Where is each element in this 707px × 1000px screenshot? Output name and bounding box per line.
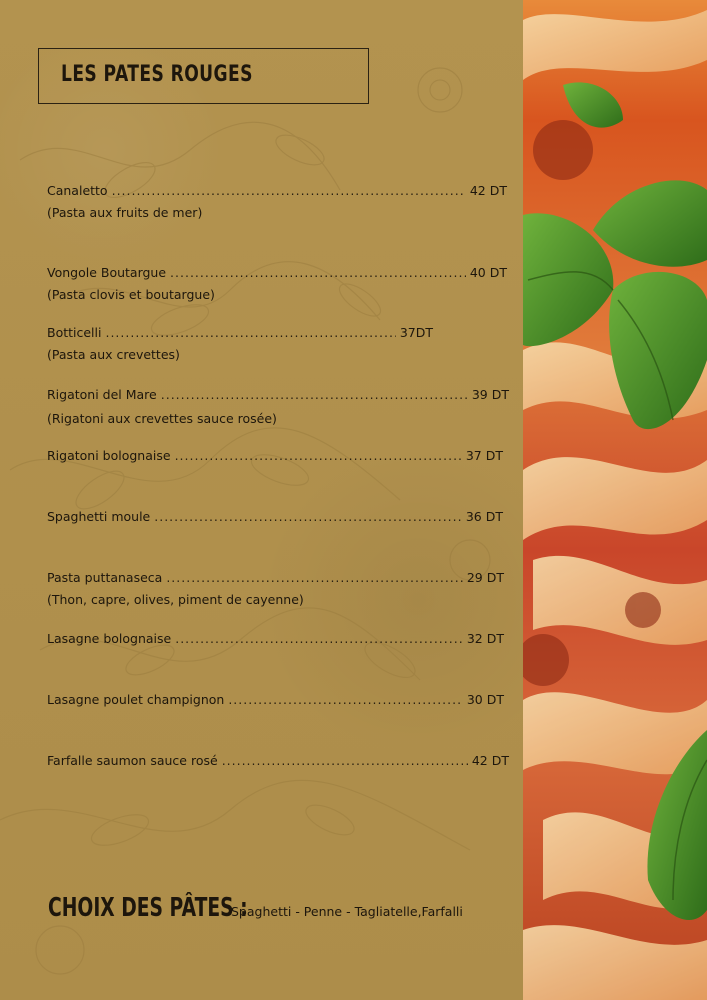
menu-item-canaletto <box>47 183 507 220</box>
menu-item-name: Lasagne bolognaise <box>47 631 172 646</box>
menu-item-price: 40 DT <box>469 265 507 280</box>
pasta-photo <box>523 0 707 1000</box>
menu-item-botticelli <box>47 325 433 362</box>
menu-item-farfalle-saumon <box>47 753 509 768</box>
menu-item-description: (Rigatoni aux crevettes sauce rosée) <box>47 411 277 426</box>
menu-item-description: (Thon, capre, olives, piment de cayenne) <box>47 592 304 607</box>
menu-item-price: 32 DT <box>466 631 504 646</box>
menu-item-spaghetti-moule <box>47 509 503 524</box>
dot-leader <box>161 387 468 402</box>
menu-item-vongole-boutargue <box>47 265 507 302</box>
menu-item-name: Farfalle saumon sauce rosé <box>47 753 218 768</box>
dot-leader <box>175 448 462 463</box>
section-title-frame <box>38 48 369 104</box>
menu-item-name: Rigatoni bolognaise <box>47 448 171 463</box>
menu-item-price: 42 DT <box>469 183 507 198</box>
section-title: LES PATES ROUGES <box>61 62 253 87</box>
menu-item-name: Spaghetti moule <box>47 509 151 524</box>
dot-leader <box>222 753 468 768</box>
menu-item-name: Botticelli <box>47 325 102 340</box>
menu-item-name: Canaletto <box>47 183 108 198</box>
pasta-choice-label: CHOIX DES PÂTES : <box>48 893 248 923</box>
menu-item-rigatoni-del-mare <box>47 387 509 426</box>
dot-leader <box>112 183 466 198</box>
dot-leader <box>166 570 463 585</box>
dot-leader <box>228 692 463 707</box>
pasta-choice-options: Spaghetti - Penne - Tagliatelle,Farfalli <box>231 904 463 919</box>
menu-item-description: (Pasta aux fruits de mer) <box>47 205 203 220</box>
menu-item-name: Pasta puttanaseca <box>47 570 163 585</box>
menu-item-description: (Pasta clovis et boutargue) <box>47 287 215 302</box>
menu-item-rigatoni-bolognaise <box>47 448 503 463</box>
menu-item-price: 37DT <box>399 325 433 340</box>
menu-item-lasagne-poulet-champignon <box>47 692 504 707</box>
dot-leader <box>175 631 463 646</box>
dot-leader <box>154 509 462 524</box>
dot-leader <box>170 265 466 280</box>
menu-item-price: 37 DT <box>465 448 503 463</box>
menu-item-name: Rigatoni del Mare <box>47 387 157 402</box>
pasta-choice-line <box>48 893 463 923</box>
menu-item-price: 30 DT <box>466 692 504 707</box>
menu-item-price: 36 DT <box>465 509 503 524</box>
menu-item-lasagne-bolognaise <box>47 631 504 646</box>
menu-item-price: 39 DT <box>471 387 509 402</box>
menu-item-price: 29 DT <box>466 570 504 585</box>
menu-item-pasta-puttanaseca <box>47 570 504 607</box>
menu-item-price: 42 DT <box>471 753 509 768</box>
menu-item-name: Vongole Boutargue <box>47 265 167 280</box>
dot-leader <box>105 325 395 340</box>
menu-item-name: Lasagne poulet champignon <box>47 692 225 707</box>
menu-item-description: (Pasta aux crevettes) <box>47 347 180 362</box>
